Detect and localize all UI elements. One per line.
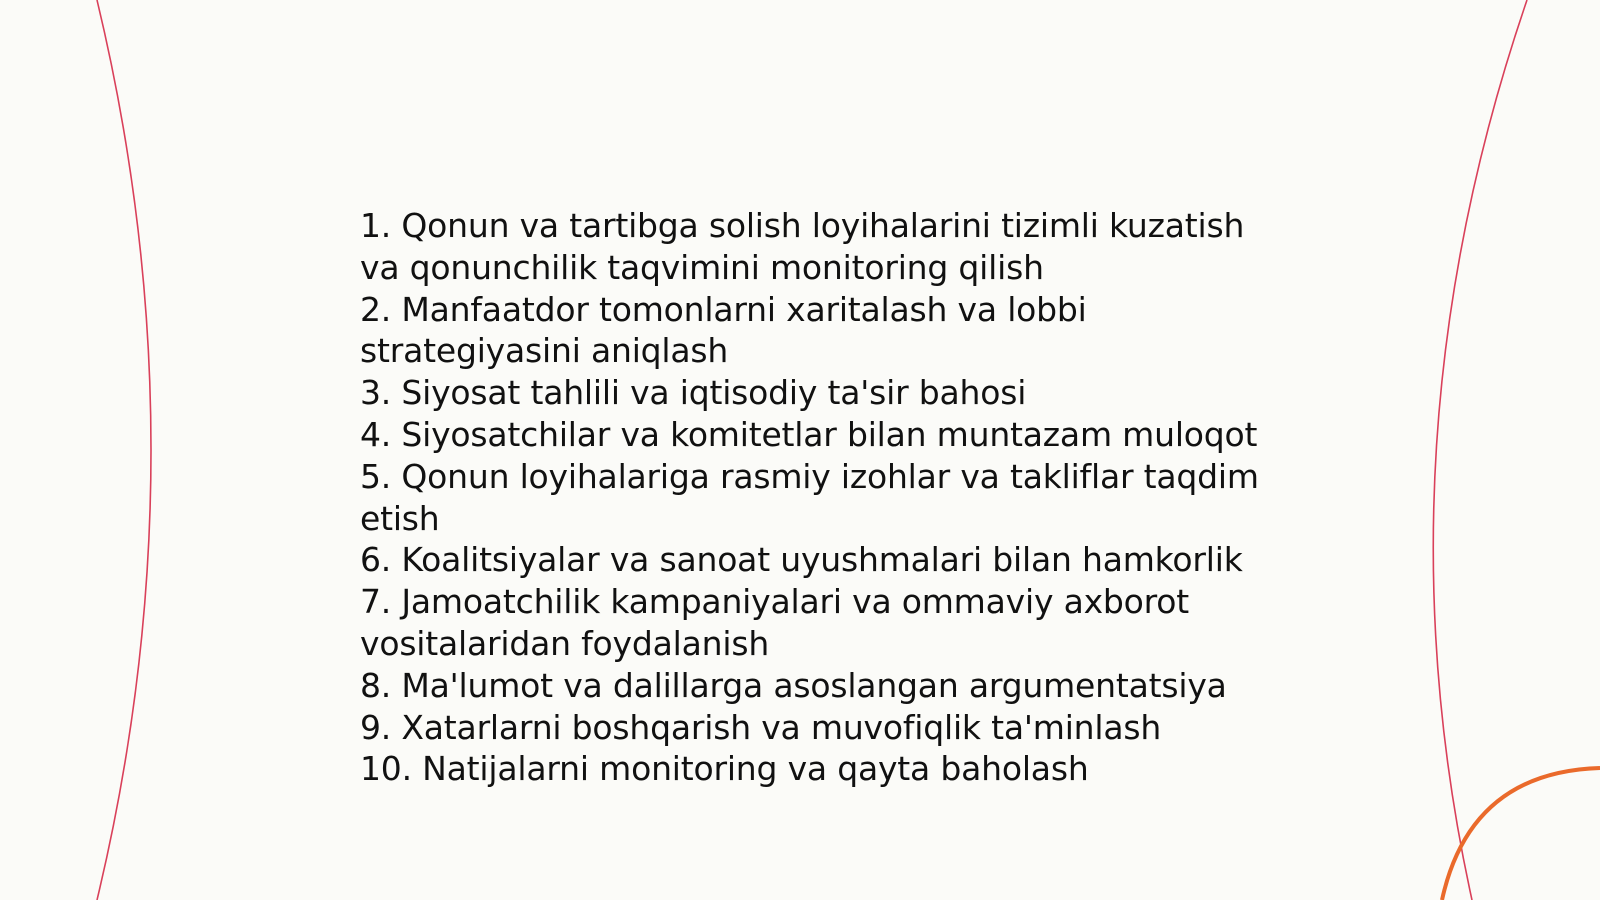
- right-curve-line: [1433, 0, 1527, 900]
- list-item-5: 5. Qonun loyihalariga rasmiy izohlar va takliflar taqdim etish: [360, 456, 1259, 538]
- policy-list: [360, 205, 1260, 790]
- list-item-7: 7. Jamoatchilik kampaniyalari va ommaviy axborot vositalaridan foydalanish: [360, 582, 1190, 663]
- list-item-8: 8. Ma'lumot va dalillarga asoslangan argumentatsiya: [360, 665, 1227, 705]
- list-item-10: 10. Natijalarni monitoring va qayta baholash: [360, 749, 1089, 789]
- list-item-6: 6. Koalitsiyalar va sanoat uyushmalari bilan hamkorlik: [360, 540, 1243, 580]
- left-curve-line: [97, 0, 151, 900]
- orange-accent-arc: [1442, 768, 1600, 900]
- list-item-2: 2. Manfaatdor tomonlarni xaritalash va lobbi strategiyasini aniqlash: [360, 289, 1087, 371]
- list-item-1: 1. Qonun va tartibga solish loyihalarini tizimli kuzatish va qonunchilik taqvimini monitoring qilish: [360, 206, 1245, 287]
- list-item-3: 3. Siyosat tahlili va iqtisodiy ta'sir bahosi: [360, 373, 1027, 413]
- list-item-9: 9. Xatarlarni boshqarish va muvofiqlik ta'minlash: [360, 707, 1162, 747]
- list-item-4: 4. Siyosatchilar va komitetlar bilan muntazam muloqot: [360, 414, 1258, 454]
